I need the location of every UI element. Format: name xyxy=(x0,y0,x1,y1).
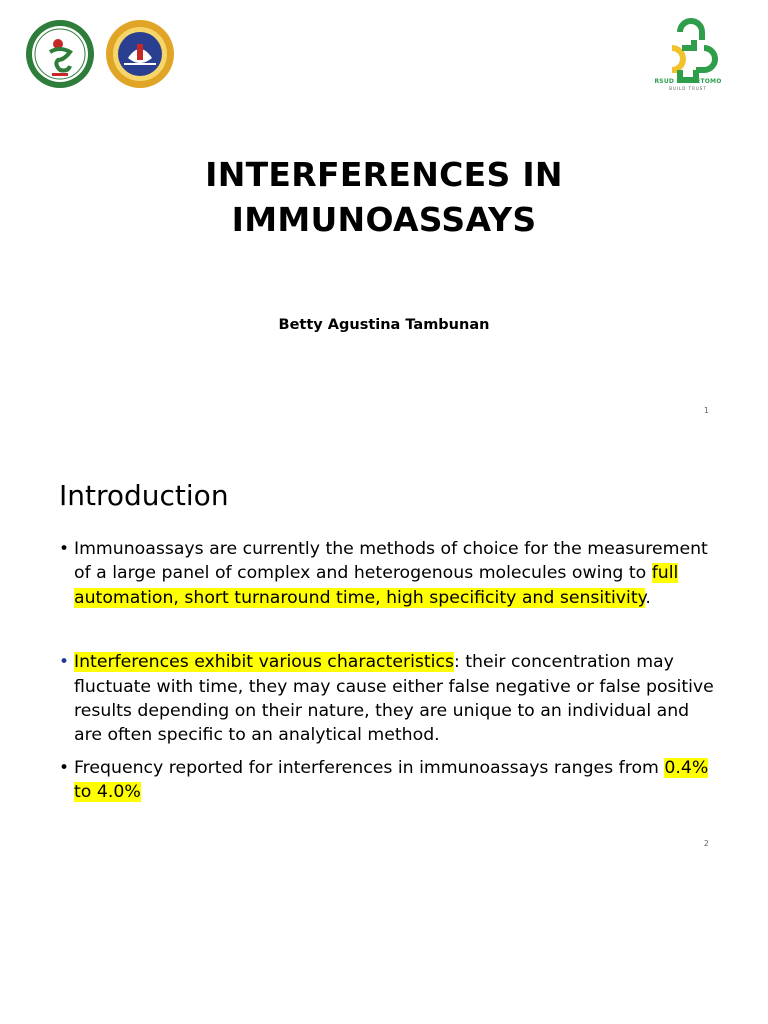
page-number: 1 xyxy=(703,406,709,415)
list-item xyxy=(59,650,719,748)
highlighted-text: full automation, short turnaround time, high specificity and sensitivity xyxy=(74,563,679,608)
page-number: 2 xyxy=(703,839,709,848)
bullet-text: Frequency reported for interferences in immunoassays ranges from xyxy=(74,757,665,778)
bullet-text: . xyxy=(645,587,651,608)
highlighted-text: 0.4% to 4.0% xyxy=(74,757,709,803)
logo-caption: RSUD Dr.SOETOMO xyxy=(654,78,722,85)
slide-heading: Introduction xyxy=(59,479,229,512)
university-seal-green-icon xyxy=(24,18,96,90)
bullet-list xyxy=(59,537,719,805)
highlighted-text: Interferences exhibit various characteristics xyxy=(74,652,454,673)
author-name: Betty Agustina Tambunan xyxy=(278,317,490,333)
list-item xyxy=(59,537,719,610)
slide-title-line-1: INTERFERENCES IN xyxy=(205,155,563,194)
bullet-text: : their concentration may fluctuate with time, they may cause either false negative or false positive results depending on their nature, they are unique to an individual and are often specific to an analytical method. xyxy=(74,652,714,746)
university-seal-blue-gold-icon xyxy=(104,18,176,90)
slide-title-line-2: IMMUNOASSAYS xyxy=(231,200,537,239)
slide-title xyxy=(0,152,768,242)
logo-tagline: BUILD TRUST xyxy=(669,86,707,91)
list-item xyxy=(59,756,719,805)
bullet-text: Immunoassays are currently the methods of choice for the measurement of a large panel of complex and heterogenous molecules owing to xyxy=(74,539,708,584)
title-slide xyxy=(0,0,768,432)
